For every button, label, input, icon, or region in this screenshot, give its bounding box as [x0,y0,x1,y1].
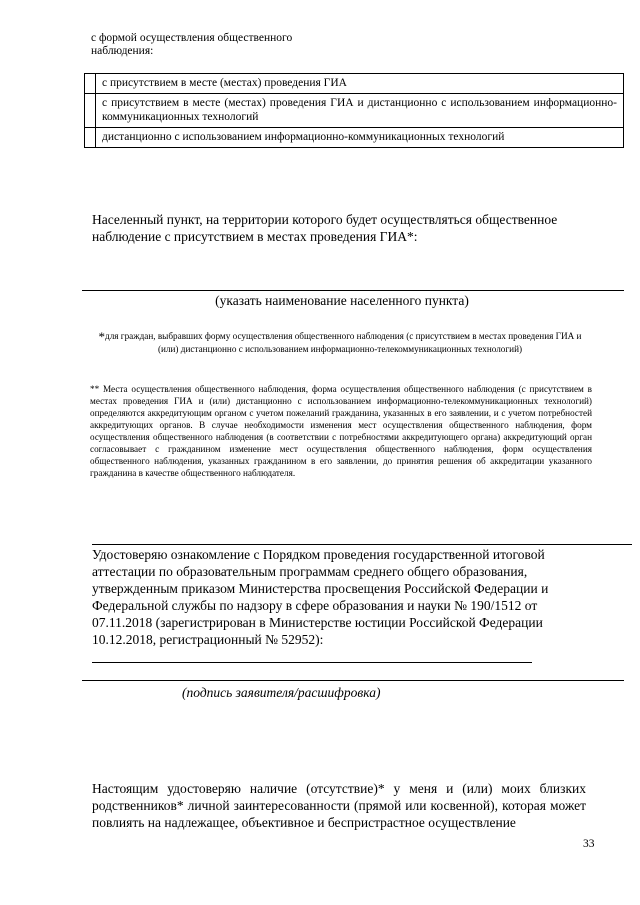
locality-prompt: Населенный пункт, на территории которого будет осуществляться общественное наблюдение с присутствием в местах проведения ГИА*: [92,212,558,244]
certification-text: Удостоверяю ознакомление с Порядком проведения государственной итоговой аттестации по образовательным программам среднего общего образования, утвержденным приказом Министерства просвещения Российской Федерации и Федеральной службы по надзору в сфере образования и науки № 190/1512 от 07.11.2018 (зарегистрирован в Министерстве юстиции Российской Федерации 10.12.2018, регистрационный № 52952): [92,547,549,647]
signature-line[interactable] [82,680,624,681]
table-row [85,128,624,148]
table-row [85,94,624,128]
certification-input-line[interactable] [92,662,532,663]
declaration-text: Настоящим удостоверяю наличие (отсутствие)* у меня и (или) моих близких родственников* личной заинтересованности (прямой или косвенной), которая может повлиять на надлежащее, объективное и беспристрастное осуществление [92,781,586,830]
footnote-2: ** Места осуществления общественного наблюдения, форма осуществления общественного наблюдения (с присутствием в местах проведения ГИА и (или) дистанционно с использованием информационно-телекоммуникационных технологий) определяются аккредитующим органом с учетом пожеланий гражданина, указанных в его заявлении, и с учетом потребностей аккредитующих органов. В случае необходимости изменения мест осуществления общественного наблюдения, форм осуществления общественного наблюдения (в соответствии с потребностями аккредитующего органа) аккредитующий орган согласовывает с гражданином изменение мест осуществления общественного наблюдения, форм осуществления общественного наблюдения, указанных гражданином в его заявлении, до принятия решения об аккредитации указанного гражданина в качестве общественного наблюдателя. [90,384,592,478]
section-divider [92,544,632,545]
form-option-checkbox[interactable] [85,128,96,148]
table-row [85,74,624,94]
locality-caption: (указать наименование населенного пункта) [215,293,469,308]
form-option-checkbox[interactable] [85,94,96,128]
footnote-1-star: * [98,329,106,344]
footnote-1-text: для граждан, выбравших форму осуществления общественного наблюдения (с присутствием в местах проведения ГИА и (или) дистанционно с использованием информационно-телекоммуникационных технологий) [105,331,582,354]
intro-text: с формой осуществления общественного наблюдения: [91,32,293,57]
page-number: 33 [583,838,595,850]
footnote-1 [90,330,590,355]
signature-caption: (подпись заявителя/расшифровка) [182,685,381,700]
form-option-label: с присутствием в месте (местах) проведения ГИА и дистанционно с использованием информационно-коммуникационных технологий [96,94,624,128]
form-option-label: с присутствием в месте (местах) проведения ГИА [96,74,624,94]
form-option-label: дистанционно с использованием информационно-коммуникационных технологий [96,128,624,148]
locality-input-line[interactable] [82,290,624,291]
observation-form-table [84,73,624,148]
form-option-checkbox[interactable] [85,74,96,94]
